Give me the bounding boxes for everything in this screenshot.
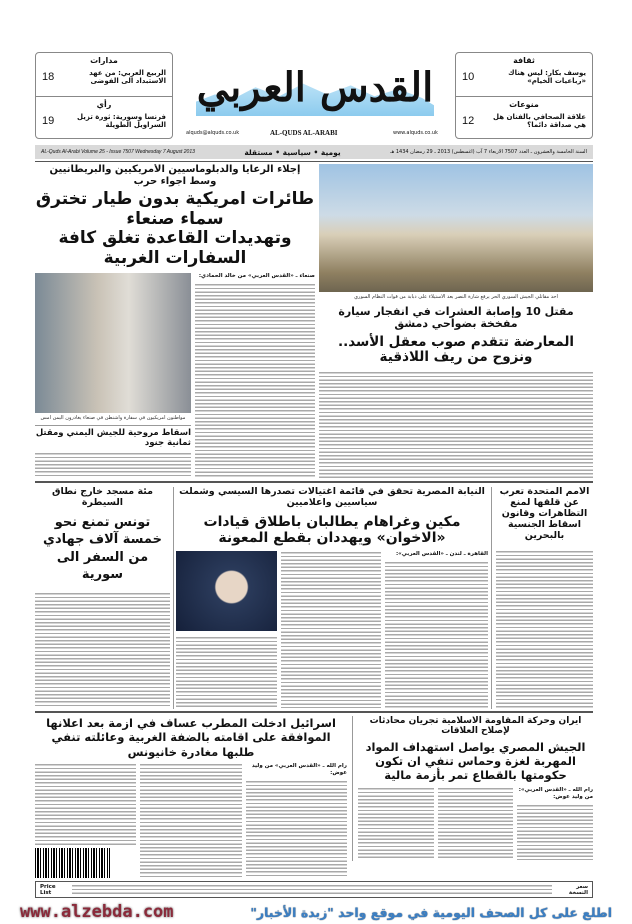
headline: الأمم المتحدة تعرب عن قلقها لمنع التظاهرات وقانون اسقاط الجنسية بالبحرين	[499, 487, 590, 541]
teaser-title: يوسف بكار: ليس هناك «رباعيات الخيام»	[508, 69, 586, 86]
column-divider	[173, 487, 174, 709]
article-body	[246, 780, 347, 878]
teaser-item[interactable]	[36, 96, 172, 139]
column-divider	[352, 716, 353, 861]
teaser-item[interactable]	[456, 96, 592, 139]
kicker: مقتل 10 وإصابة العشرات في انفجار سيارة مفخخة بضواحي دمشق	[338, 304, 574, 331]
yemen-box-story[interactable]	[35, 425, 191, 478]
teaser-section: ثقافة	[513, 56, 535, 65]
headline: الجيش المصري يواصل استهداف المواد المهربة لغزة وحماس تنفي ان تكون حكومتها بالقطاع تمر بأزمة مالية	[365, 739, 586, 783]
teaser-item[interactable]	[456, 53, 592, 96]
article-body	[35, 592, 170, 708]
teaser-section: مدارات	[90, 56, 118, 65]
website[interactable]: www.alquds.co.uk	[393, 130, 438, 136]
logo: القدس العربي	[196, 64, 434, 111]
dateline: رام الله ـ «القدس العربي» من وليد عوض:	[251, 763, 347, 777]
headline: وتهديدات القاعدة تغلق كافة السفارات الغربية	[58, 228, 292, 268]
article-body	[35, 452, 191, 478]
divider	[35, 161, 593, 162]
teaser-section: رأي	[96, 99, 112, 109]
headline: مكين وغراهام يطالبان باطلاق قيادات «الاخوان» ويهددان بقطع المعونة	[203, 513, 461, 546]
barcode	[35, 848, 110, 878]
article-body	[438, 787, 514, 860]
right-teaser-box	[455, 52, 593, 139]
email[interactable]: alquds@alquds.co.uk	[186, 130, 240, 136]
egypt-story[interactable]	[176, 487, 488, 708]
kicker: ايران وحركة المقاومة الاسلامية تجريان محادثات لإصلاح العلاقات	[369, 716, 582, 737]
dateline: القاهرة ـ لندن ـ «القدس العربي»:	[395, 551, 488, 558]
banner-text: اطلع على كل الصحف اليومية في موقع واحد "زبدة الأخبار"	[250, 904, 612, 920]
syria-photo	[319, 164, 593, 292]
teaser-item[interactable]	[36, 53, 172, 96]
article-body	[176, 636, 277, 708]
headline: المعارضة تتقدم صوب معقل الأسد.. ونزوح من ريف اللاذقية	[337, 333, 575, 366]
teaser-page: 10	[462, 71, 475, 84]
kicker: النيابة المصرية تحقق في قائمة اغتيالات تصدرها السيسي وشملت سياسيين واعلاميين	[179, 487, 485, 508]
teaser-page: 19	[42, 114, 55, 127]
bahrain-story[interactable]	[496, 487, 593, 708]
yemen-photo	[35, 273, 191, 413]
logo-latin: AL-QUDS AL-ARABI	[270, 129, 338, 137]
assaf-story[interactable]	[35, 716, 347, 878]
headline: اسرائيل ادخلت المطرب عساف في ازمة بعد اعلانها الموافقة على اقامته بالضفة الغربية وعائلته تنفي طلبها مغادرة خانيونس	[46, 716, 336, 759]
article-body	[140, 763, 241, 878]
syria-story[interactable]	[319, 164, 593, 478]
dateline: رام الله ـ «القدس العربي»: من وليد عوض:	[518, 786, 593, 800]
price-label-en: Price List	[40, 883, 56, 896]
article-body	[35, 763, 136, 845]
price-list-body	[72, 884, 552, 895]
mccain-photo	[176, 551, 277, 631]
date-band	[35, 145, 593, 159]
teaser-page: 12	[462, 114, 475, 127]
article-body	[496, 550, 593, 708]
price-list	[35, 881, 593, 898]
tunisia-story[interactable]	[35, 487, 170, 708]
article-body	[319, 371, 593, 478]
teaser-title: علاقة الصحافي بالفنان هل هي صداقة دائما؟	[493, 112, 586, 129]
teaser-title: فرنسا وسورية: ثورة تزيل السراويل الطويلة	[77, 112, 166, 129]
english-date: AL-Quds Al-Arabi Volume 25 - Issue 7507 Wednesday 7 August 2013	[41, 149, 195, 155]
article-body	[195, 283, 315, 478]
kicker: مئة مسجد خارج نطاق السيطرة	[52, 487, 153, 508]
arabic-date: السنة الخامسة والعشرون ـ العدد 7507 الاربعاء 7 آب (اغسطس) 2013 ـ 29 رمضان 1434 هـ	[390, 149, 587, 155]
headline: تونس تمنع نحو خمسة آلاف جهادي من السفر الى سورية	[43, 514, 162, 583]
price-label-ar: سعر النسخة	[568, 883, 588, 896]
article-body	[281, 551, 381, 708]
article-body	[358, 787, 434, 860]
left-teaser-box	[35, 52, 173, 139]
promo-banner[interactable]	[0, 900, 632, 924]
teaser-section: منوعات	[509, 99, 539, 109]
teaser-page: 18	[42, 71, 55, 84]
motto: يومية • سياسية • مستقلة	[244, 147, 341, 157]
article-body	[517, 804, 593, 860]
headline: طائرات امريكية بدون طيار تخترق سماء صنعاء	[35, 189, 315, 229]
article-body	[385, 561, 488, 708]
kicker: إجلاء الرعايا والدبلوماسيين الأمريكيين والبريطانيين وسط اجواء حرب	[49, 164, 301, 187]
photo-caption: مواطنون امريكيون في سفارة واشنطن في صنعاء يغادرون اليمن امس	[40, 414, 186, 421]
gaza-story[interactable]	[358, 716, 593, 860]
dateline: صنعاء ـ «القدس العربي» من خالد الحمادي:	[198, 273, 315, 280]
divider	[35, 711, 593, 713]
column-divider	[491, 487, 492, 709]
banner-url[interactable]: www.alzebda.com	[20, 902, 174, 922]
yemen-story[interactable]	[35, 164, 315, 478]
photo-caption: احد مقاتلي الجيش السوري الحر يرفع شارة النصر بعد الاستيلاء على دبابة من قوات النظام السوري	[354, 294, 558, 300]
divider	[35, 481, 593, 483]
teaser-title: الربيع العربي: من عهد الاستبداد الى الفوضى	[89, 69, 166, 86]
headline: اسقاط مروحية للجيش اليمني ومقتل ثمانية جنود	[35, 428, 191, 449]
